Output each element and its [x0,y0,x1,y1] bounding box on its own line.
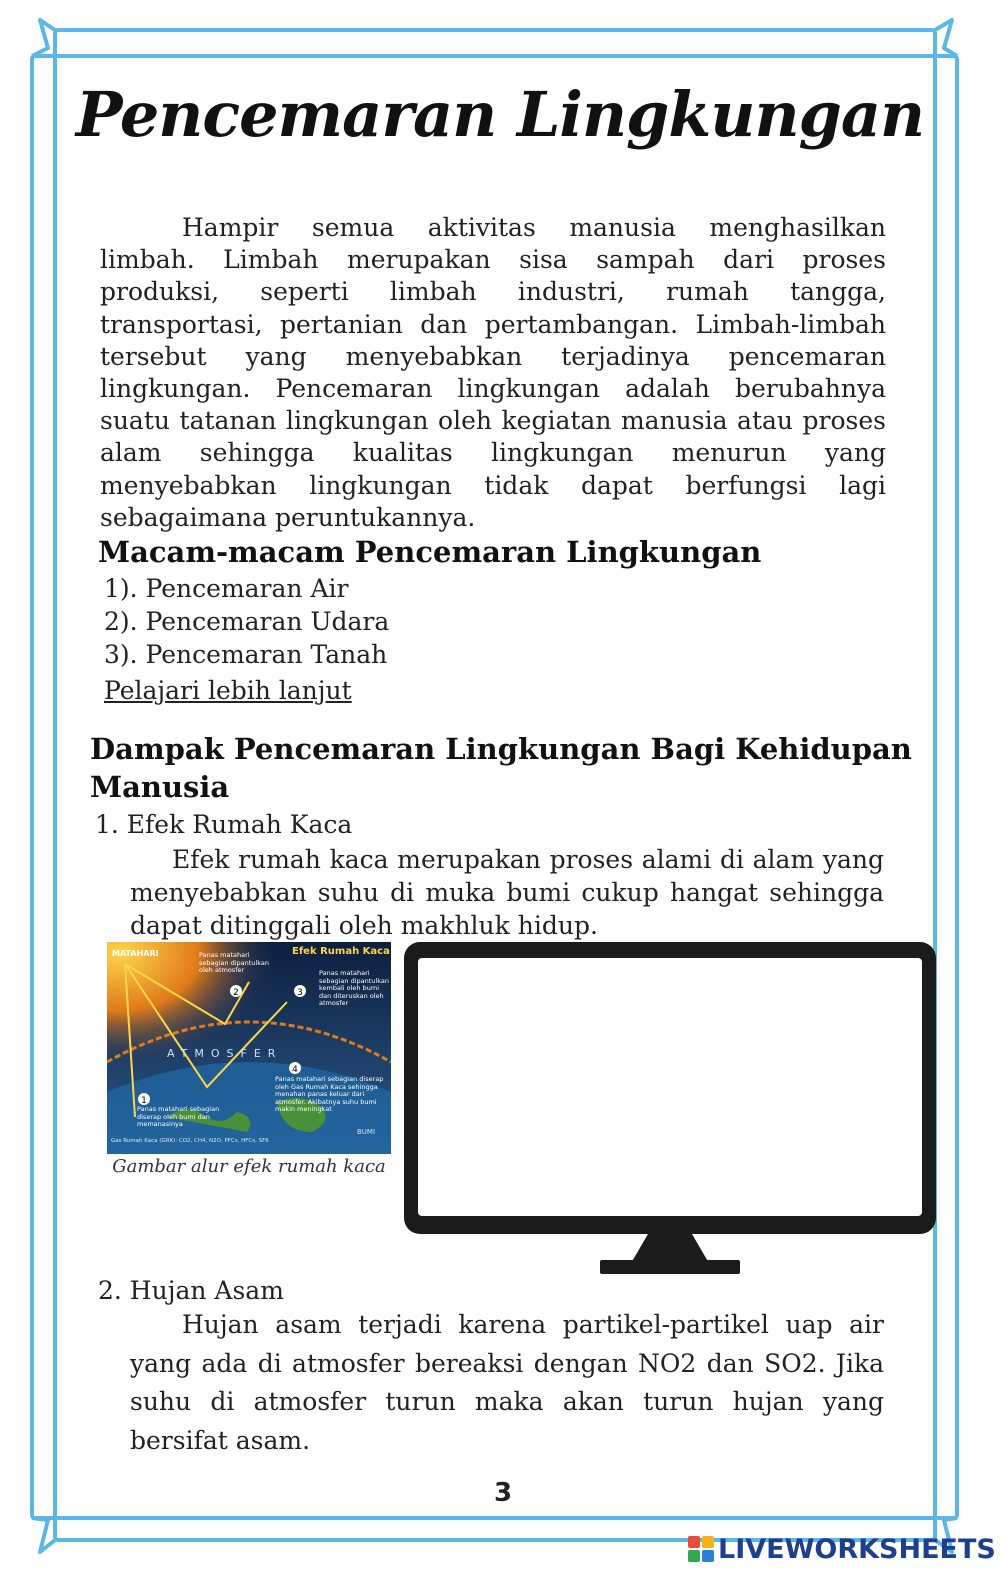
video-screen[interactable] [418,958,922,1216]
figure-note-4: Panas matahari sebagian diserap oleh Gas Rumah Kaca sehingga menahan panas keluar dari atmosfer. Akibatnya suhu bumi makin meningkat [275,1075,384,1113]
impact-item-1-text: Efek rumah kaca merupakan proses alami di alam yang menyebabkan suhu di muka bumi cukup hangat sehingga dapat ditinggali oleh makhluk hidup. [130,845,884,940]
list-item: 3). Pencemaran Tanah [104,640,388,669]
impact-item-2-text: Hujan asam terjadi karena partikel-partikel uap air yang ada di atmosfer bereaksi dengan NO2 dan SO2. Jika suhu di atmosfer turun maka akan turun hujan yang bersifat asam. [130,1310,884,1455]
figure-caption: Gambar alur efek rumah kaca [112,1156,386,1177]
brand-logo-icon [688,1536,714,1562]
impact-heading-line2: Manusia [90,770,230,804]
figure-note-3: Panas matahari sebagian dipantulkan kembali oleh bumi dan diteruskan oleh atmosfer [319,969,389,1007]
figure-footer: Gas Rumah Kaca (GRK): CO2, CH4, N2O, PFCs, HFCs, SF6 [111,1138,269,1144]
list-item: 1). Pencemaran Air [104,574,349,603]
earth-label: BUMI [357,1128,376,1136]
marker-2-label: 2 [233,988,239,998]
monitor-base [600,1260,740,1274]
marker-3-label: 3 [297,988,303,998]
intro-paragraph: Hampir semua aktivitas manusia menghasilkan limbah. Limbah merupakan sisa sampah dari proses produksi, seperti limbah industri, rumah tangga, transportasi, pertanian dan pertambangan. Limbah-limbah tersebut yang menyebabkan terjadinya pencemaran lingkungan. Pencemaran lingkungan adalah berubahnya suatu tatanan lingkungan oleh kegiatan manusia atau proses alam sehingga kualitas lingkungan menurun yang menyebabkan lingkungan tidak dapat berfungsi lagi sebagaimana peruntukannya. [100,213,886,532]
types-heading: Macam-macam Pencemaran Lingkungan [98,535,762,569]
marker-1-label: 1 [141,1096,147,1106]
list-item: 2). Pencemaran Udara [104,607,390,636]
brand-name: LIVEWORKSHEETS [718,1533,996,1565]
page-number: 3 [493,1478,513,1508]
figure-note-2: Panas matahari sebagian dipantulkan oleh atmosfer [199,951,269,974]
impact-item-2-title: 2. Hujan Asam [98,1276,284,1305]
learn-more-link[interactable]: Pelajari lebih lanjut [104,676,352,705]
brand-logo[interactable] [688,1532,996,1566]
figure-header: Efek Rumah Kaca [292,946,390,957]
figure-note-1: Panas matahari sebagian diserap oleh bumi dan memanasinya [137,1105,220,1128]
page-title: Pencemaran Lingkungan [75,78,925,151]
marker-4-label: 4 [292,1065,298,1075]
impact-heading-line1: Dampak Pencemaran Lingkungan Bagi Kehidupan [90,732,912,766]
atmosphere-label: ATMOSFER [167,1047,283,1060]
sun-label: MATAHARI [112,949,159,958]
greenhouse-figure [107,942,391,1154]
impact-item-1-title: 1. Efek Rumah Kaca [95,810,353,839]
video-monitor[interactable] [400,940,940,1280]
impact-heading [90,732,912,804]
